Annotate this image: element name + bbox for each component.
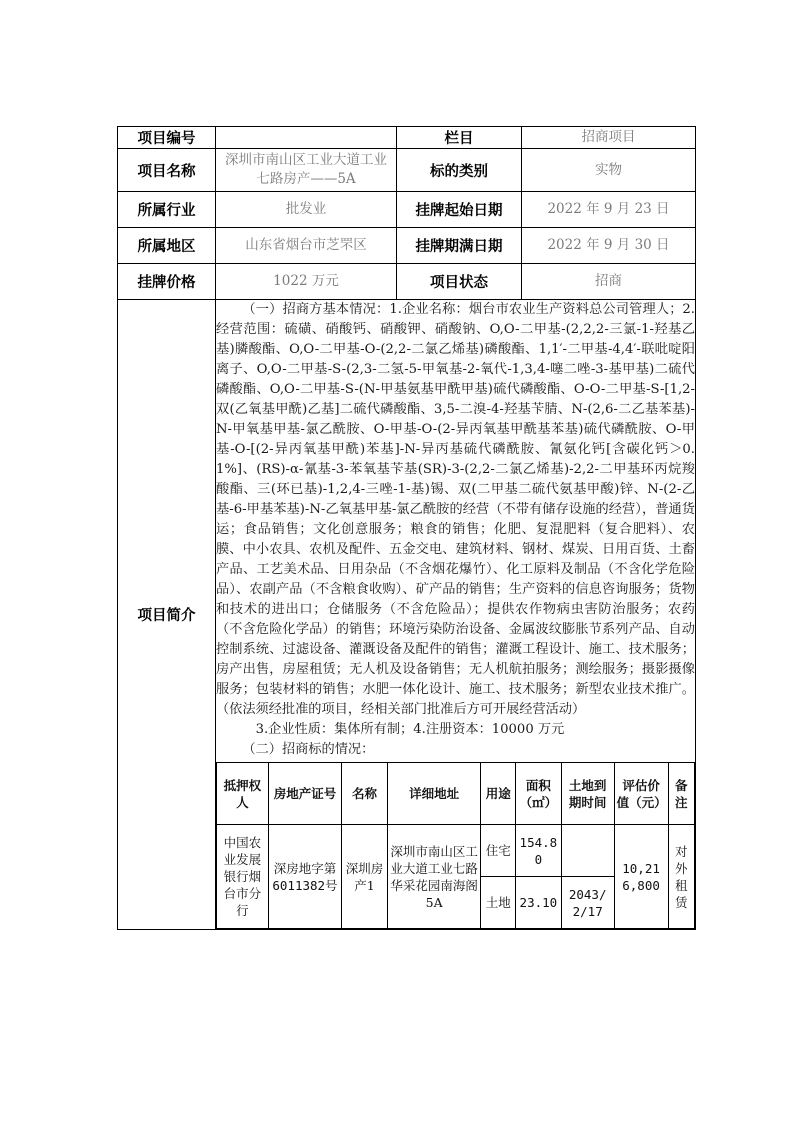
row-intro (118, 300, 696, 930)
intro-label: 项目简介 (118, 300, 216, 930)
project-no-label: 项目编号 (118, 127, 216, 149)
start-date-label: 挂牌起始日期 (397, 192, 522, 228)
project-no-value (216, 127, 397, 149)
subject-type-label: 标的类别 (397, 149, 522, 192)
intro-content (216, 300, 696, 930)
intro-para-2: 3.企业性质：集体所有制；4.注册资本：10000 万元 (255, 722, 565, 737)
column-value: 招商项目 (522, 127, 696, 149)
project-name-label: 项目名称 (118, 149, 216, 192)
cell-area-1: 154.80 (515, 825, 561, 877)
project-info-table (117, 126, 696, 930)
asset-row (217, 825, 695, 877)
cell-use-2: 土地 (481, 877, 516, 929)
cell-valuation: 10,216,800 (614, 825, 668, 929)
header-mortgagee: 抵押权人 (217, 763, 269, 825)
row-industry (118, 192, 696, 228)
region-label: 所属地区 (118, 228, 216, 264)
status-label: 项目状态 (397, 264, 522, 300)
cell-use-1: 住宅 (481, 825, 516, 877)
row-price (118, 264, 696, 300)
industry-label: 所属行业 (118, 192, 216, 228)
row-region (118, 228, 696, 264)
price-value: 1022 万元 (216, 264, 397, 300)
cell-mortgagee: 中国农业发展银行烟台市分行 (217, 825, 269, 929)
cell-cert-no: 深房地字第6011382号 (268, 825, 341, 929)
row-project-name (118, 149, 696, 192)
status-value: 招商 (522, 264, 696, 300)
price-label: 挂牌价格 (118, 264, 216, 300)
header-valuation: 评估价值（元） (614, 763, 668, 825)
end-date-value: 2022 年 9 月 30 日 (522, 228, 696, 264)
cell-remark: 对外租赁 (668, 825, 694, 929)
header-cert-no: 房地产证号 (268, 763, 341, 825)
start-date-value: 2022 年 9 月 23 日 (522, 192, 696, 228)
header-area: 面积（㎡） (515, 763, 561, 825)
cell-expiry-2: 2043/2/17 (561, 877, 614, 929)
asset-table (216, 762, 695, 929)
header-address: 详细地址 (387, 763, 481, 825)
intro-para-1: （一）招商方基本情况：1.企业名称：烟台市农业生产资料总公司管理人；2.经营范围：硫磺、硝酸钙、硝酸钾、硝酸钠、O,O-二甲基-(2,2,2-三氯-1-羟基乙基)膦酸酯、O,O-二甲基-O-(2,2-二氯乙烯基)磷酸酯、1,1′-二甲基-4,4′-联吡啶阳离子、O,O-二甲基-S-(2,3-二氢-5-甲氧基-2-氧代-1,3,4-噻二唑-3-基甲基)二硫代磷酸酯、O,O-二甲基-S-(N-甲基氨基甲酰甲基)硫代磷酸酯、O-O-二甲基-S-[1,2-双(乙氧基甲酰)乙基]二硫代磷酸酯、3,5-二溴-4-羟基苄腈、N-(2,6-二乙基苯基)-N-甲氧基甲基-氯乙酰胺、O-甲基-O-(2-异丙氧基甲酰基苯基)硫代磷酰胺、O-甲基-O-[(2-异丙氧基甲酰)苯基]-N-异丙基硫代磷酰胺、氰氨化钙[含碳化钙＞0.1%]、(RS)-α-氰基-3-苯氧基苄基(SR)-3-(2,2-二氯乙烯基)-2,2-二甲基环丙烷羧酸酯、三(环已基)-1,2,4-三唑-1-基)锡、双(二甲基二硫代氨基甲酸)锌、N-(2-乙基-6-甲基苯基)-N-乙氧基甲基-氯乙酰胺的经营（不带有储存设施的经营），普通货运；食品销售；文化创意服务；粮食的销售；化肥、复混肥料（复合肥料）、农膜、中小农具、农机及配件、五金交电、建筑材料、钢材、煤炭、日用百货、土畜产品、工艺美术品、日用杂品（不含烟花爆竹）、化工原料及制品（不含化学危险品）、农副产品（不含粮食收购）、矿产品的销售；生产资料的信息咨询服务；货物和技术的进出口；仓储服务（不含危险品）；提供农作物病虫害防治服务；农药（不含危险化学品）的销售；环境污染防治设备、金属波纹膨胀节系列产品、自动控制系统、过滤设备、灌溉设备及配件的销售；灌溉工程设计、施工、技术服务；房产出售，房屋租赁；无人机及设备销售；无人机航拍服务；测绘服务；摄影摄像服务；包装材料的销售；水肥一体化设计、施工、技术服务；新型农业技术推广。（依法须经批准的项目，经相关部门批准后方可开展经营活动） (216, 302, 695, 717)
project-name-value: 深圳市南山区工业大道工业七路房产——5A (216, 149, 397, 192)
column-label: 栏目 (397, 127, 522, 149)
subject-type-value: 实物 (522, 149, 696, 192)
cell-expiry-1 (561, 825, 614, 877)
asset-table-header (217, 763, 695, 825)
region-value: 山东省烟台市芝罘区 (216, 228, 397, 264)
header-name: 名称 (342, 763, 388, 825)
header-remark: 备注 (668, 763, 694, 825)
header-land-expiry: 土地到期时间 (561, 763, 614, 825)
cell-address: 深圳市南山区工业大道工业七路华采花园南海阁 5A (387, 825, 481, 929)
row-project-no (118, 127, 696, 149)
end-date-label: 挂牌期满日期 (397, 228, 522, 264)
cell-name: 深圳房产1 (342, 825, 388, 929)
intro-para-3: （二）招商标的情况： (242, 742, 375, 757)
cell-area-2: 23.10 (515, 877, 561, 929)
header-use: 用途 (481, 763, 516, 825)
industry-value: 批发业 (216, 192, 397, 228)
